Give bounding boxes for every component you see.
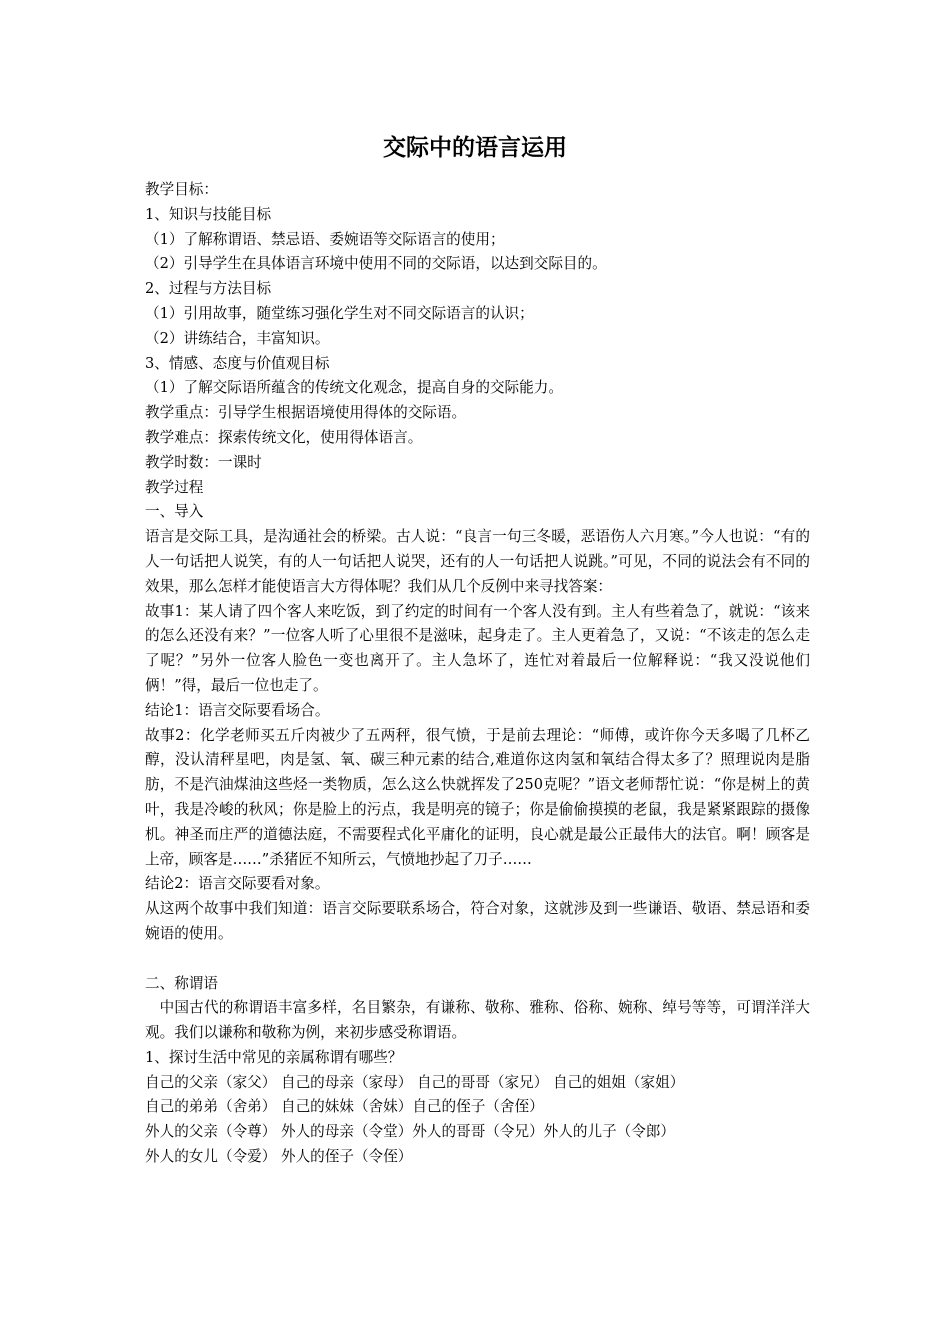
- summary-paragraph: 从这两个故事中我们知道：语言交际要联系场合，符合对象，这就涉及到一些谦语、敬语、禁忌语和委婉语的使用。: [145, 900, 810, 942]
- text-line: 教学过程: [145, 478, 204, 496]
- text-line: 教学目标：: [145, 181, 218, 198]
- document-body: [145, 178, 810, 1170]
- text-line: （2）讲练结合，丰富知识。: [145, 329, 330, 347]
- text-line: 教学时数：一课时: [145, 453, 262, 471]
- text-line: （1）了解称谓语、禁忌语、委婉语等交际语言的使用；: [145, 230, 505, 248]
- text-line: 教学重点：引导学生根据语境使用得体的交际语。: [145, 404, 467, 422]
- intro-paragraph: 语言是交际工具，是沟通社会的桥梁。古人说：“良言一句三冬暖，恶语伤人六月寒。”今人也说：“有的人一句话把人说笑，有的人一句话把人说哭，还有的人一句话把人说跳。”可见，不同的说法会有不同的效果，那么怎样才能使语言大方得体呢？我们从几个反例中来寻找答案：: [145, 528, 810, 595]
- document-title: 交际中的语言运用: [383, 134, 567, 161]
- section-heading: 二、称谓语: [145, 974, 218, 992]
- question-line: 1、探讨生活中常见的亲属称谓有哪些？: [145, 1048, 403, 1066]
- kinship-line: 外人的父亲（令尊） 外人的母亲（令堂）外人的哥哥（令兄）外人的儿子（令郎）: [145, 1123, 676, 1141]
- text-line: 3、情感、态度与价值观目标: [145, 354, 330, 372]
- conclusion-2: 结论2：语言交际要看对象。: [145, 875, 330, 893]
- kinship-line: 自己的父亲（家父） 自己的母亲（家母） 自己的哥哥（家兄） 自己的姐姐（家姐）: [145, 1073, 685, 1091]
- text-line: （1）了解交际语所蕴含的传统文化观念，提高自身的交际能力。: [145, 379, 563, 397]
- kinship-line: 自己的弟弟（舍弟） 自己的妹妹（舍妹）自己的侄子（舍侄）: [145, 1098, 544, 1116]
- blank-line: [145, 947, 810, 972]
- story-2-paragraph: 故事2：化学老师买五斤肉被少了五两秤，很气愤，于是前去理论：“师傅，或许你今天多喝了几杯乙醇，没认清秤星吧，肉是氢、氧、碳三种元素的结合,难道你这肉氢和氧结合得太多了？照理说肉是脂肪，不是汽油煤油这些烃一类物质，怎么这么快就挥发了250克呢？”语文老师帮忙说：“你是树上的黄叶，我是冷峻的秋风；你是脸上的污点，我是明亮的镜子；你是偷偷摸摸的老鼠，我是紧紧跟踪的摄像机。神圣而庄严的道德法庭，不需要程式化平庸化的证明，良心就是最公正最伟大的法官。啊！顾客是上帝，顾客是……”杀猪匠不知所云，气愤地抄起了刀子……: [145, 726, 810, 868]
- text-line: 一、导入: [145, 503, 204, 521]
- text-line: （2）引导学生在具体语言环境中使用不同的交际语，以达到交际目的。: [145, 255, 607, 273]
- conclusion-1: 结论1：语言交际要看场合。: [145, 701, 330, 719]
- kinship-line: 外人的女儿（令爱） 外人的侄子（令侄）: [145, 1148, 413, 1166]
- story-1-paragraph: 故事1：某人请了四个客人来吃饭，到了约定的时间有一个客人没有到。主人有些着急了，就说：“该来的怎么还没有来？”一位客人听了心里很不是滋味，起身走了。主人更着急了，又说：“不该走的怎么走了呢？”另外一位客人脸色一变也离开了。主人急坏了，连忙对着最后一位解释说：“我又没说他们俩！”得，最后一位也走了。: [145, 602, 810, 694]
- section-paragraph: 中国古代的称谓语丰富多样，名目繁杂，有谦称、敬称、雅称、俗称、婉称、绰号等等，可谓洋洋大观。我们以谦称和敬称为例，来初步感受称谓语。: [145, 999, 810, 1042]
- text-line: （1）引用故事，随堂练习强化学生对不同交际语言的认识；: [145, 304, 534, 322]
- text-line: 1、知识与技能目标: [145, 205, 272, 223]
- text-line: 教学难点：探索传统文化，使用得体语言。: [145, 428, 423, 446]
- text-line: 2、过程与方法目标: [145, 280, 272, 298]
